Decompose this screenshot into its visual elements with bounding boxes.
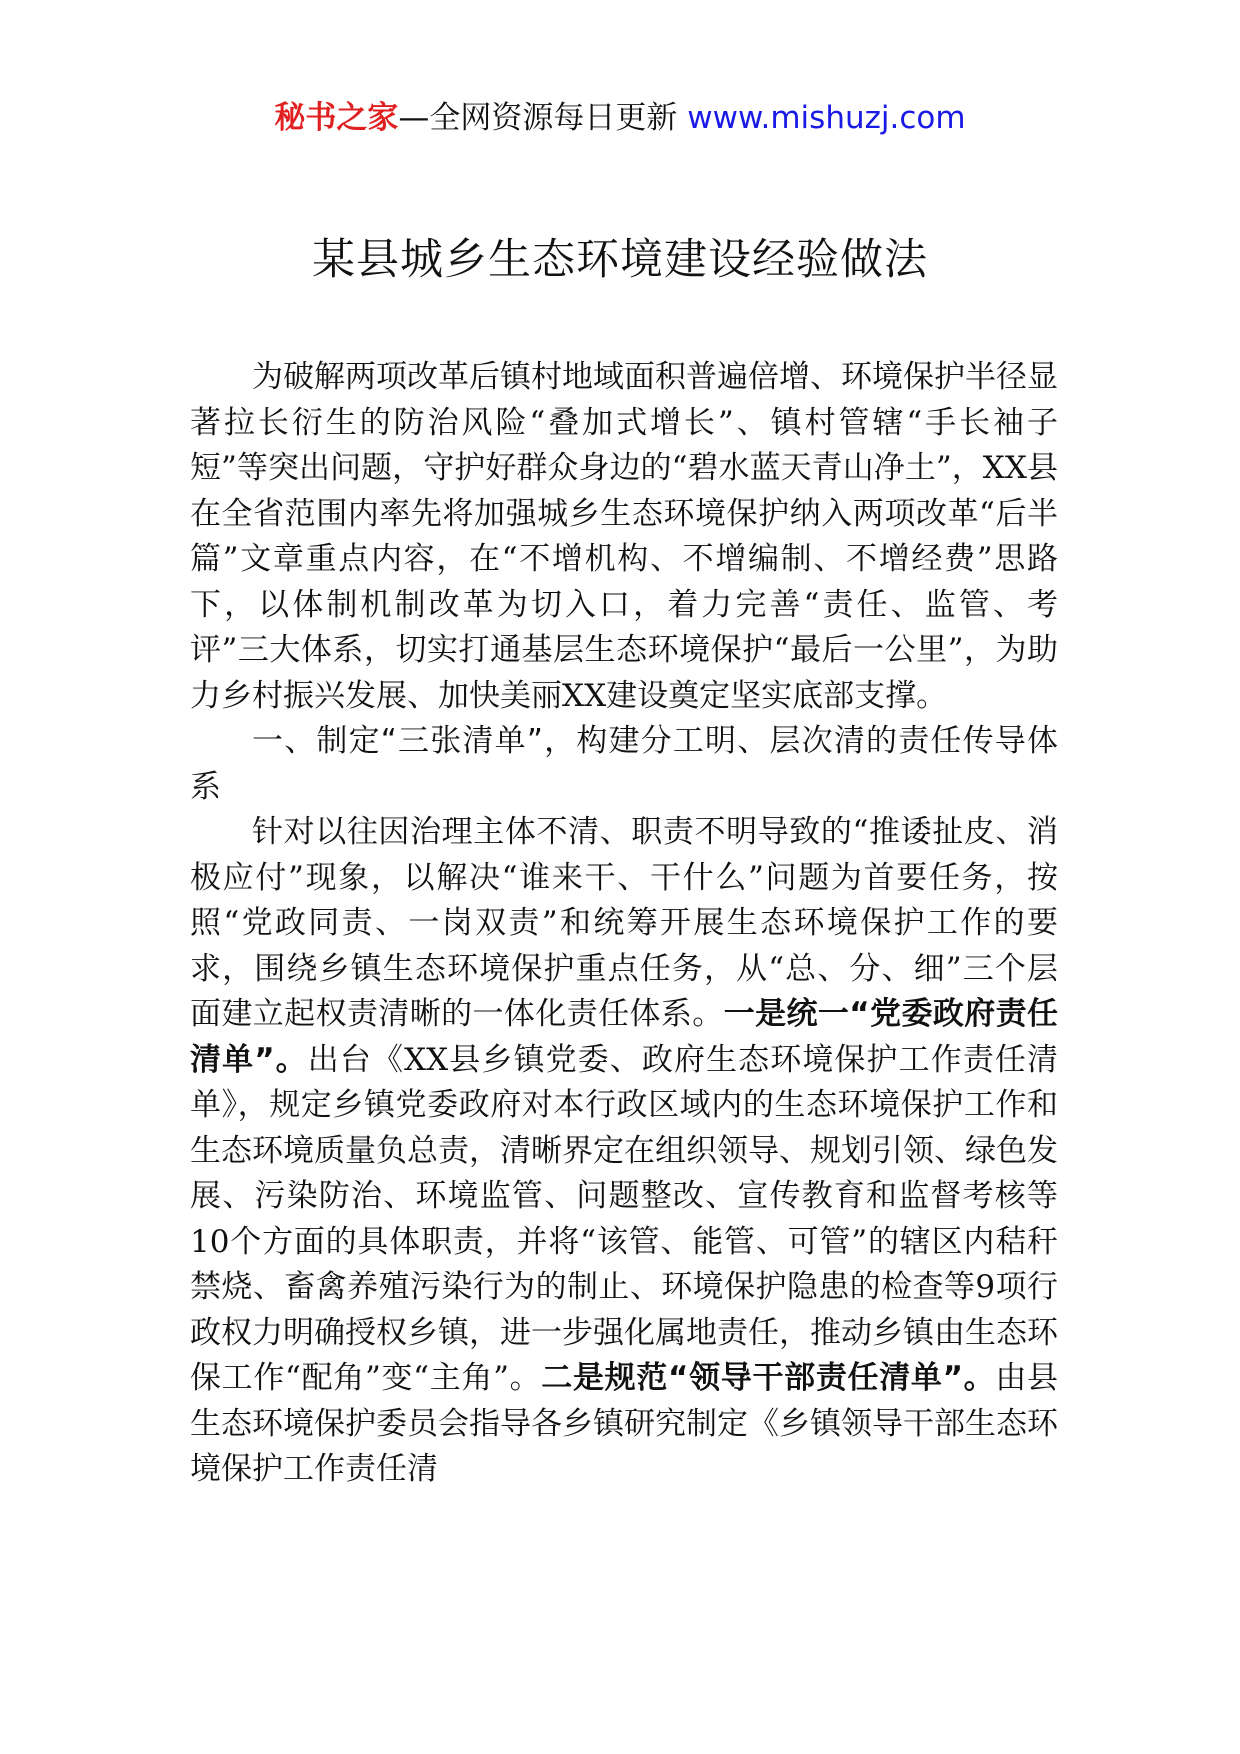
paragraph-text: 针对以往因治理主体不清、职责不明导致的“推诿扯皮、消极应付”现象，以解决“谁来干、干什么”问题为首要任务，按照“党政同责、一岗双责”和统筹开展生态环境保护工作的要求，围绕乡镇生态环境保护重点任务，从“总、分、细”三个层面建立起权责清晰的一体化责任体系。 (190, 814, 1058, 1032)
document-title: 某县城乡生态环境建设经验做法 (312, 235, 928, 285)
paragraph-section-1 (190, 810, 1058, 1493)
paragraph-intro: 为破解两项改革后镇村地域面积普遍倍增、环境保护半径显著拉长衍生的防治风险“叠加式增长”、镇村管辖“手长袖子短”等突出问题，守护好群众身边的“碧水蓝天青山净土”，XX县在全省范围内率先将加强城乡生态环境保护纳入两项改革“后半篇”文章重点内容，在“不增机构、不增编制、不增经费”思路下，以体制机制改革为切入口，着力完善“责任、监管、考评”三大体系，切实打通基层生态环境保护“最后一公里”，为助力乡村振兴发展、加快美丽XX建设奠定坚实底部支撑。 (190, 359, 1058, 714)
site-tagline: —全网资源每日更新 (398, 100, 688, 136)
section-heading-1: 一、制定“三张清单”，构建分工明、层次清的责任传导体系 (190, 723, 1058, 805)
site-brand: 秘书之家 (274, 100, 399, 136)
bold-subheading-1: 一是统一“党委政府责任清单”。 (190, 996, 1059, 1078)
document-body (190, 355, 1058, 1493)
site-url-link[interactable]: www.mishuzj.com (687, 100, 966, 136)
bold-subheading-2: 二是规范“领导干部责任清单”。 (541, 1360, 996, 1396)
paragraph-text: 由县生态环境保护委员会指导各乡镇研究制定《乡镇领导干部生态环境保护工作责任清 (190, 1360, 1058, 1487)
paragraph-text: 出台《XX县乡镇党委、政府生态环境保护工作责任清单》，规定乡镇党委政府对本行政区域内的生态环境保护工作和生态环境质量负总责，清晰界定在组织领导、规划引领、绿色发展、污染防治、环境监管、问题整改、宣传教育和监督考核等10个方面的具体职责，并将“该管、能管、可管”的辖区内秸秆禁烧、畜禽养殖污染行为的制止、环境保护隐患的检查等9项行政权力明确授权乡镇，进一步强化属地责任，推动乡镇由生态环保工作“配角”变“主角”。 (190, 1041, 1059, 1396)
site-header (0, 98, 1240, 138)
